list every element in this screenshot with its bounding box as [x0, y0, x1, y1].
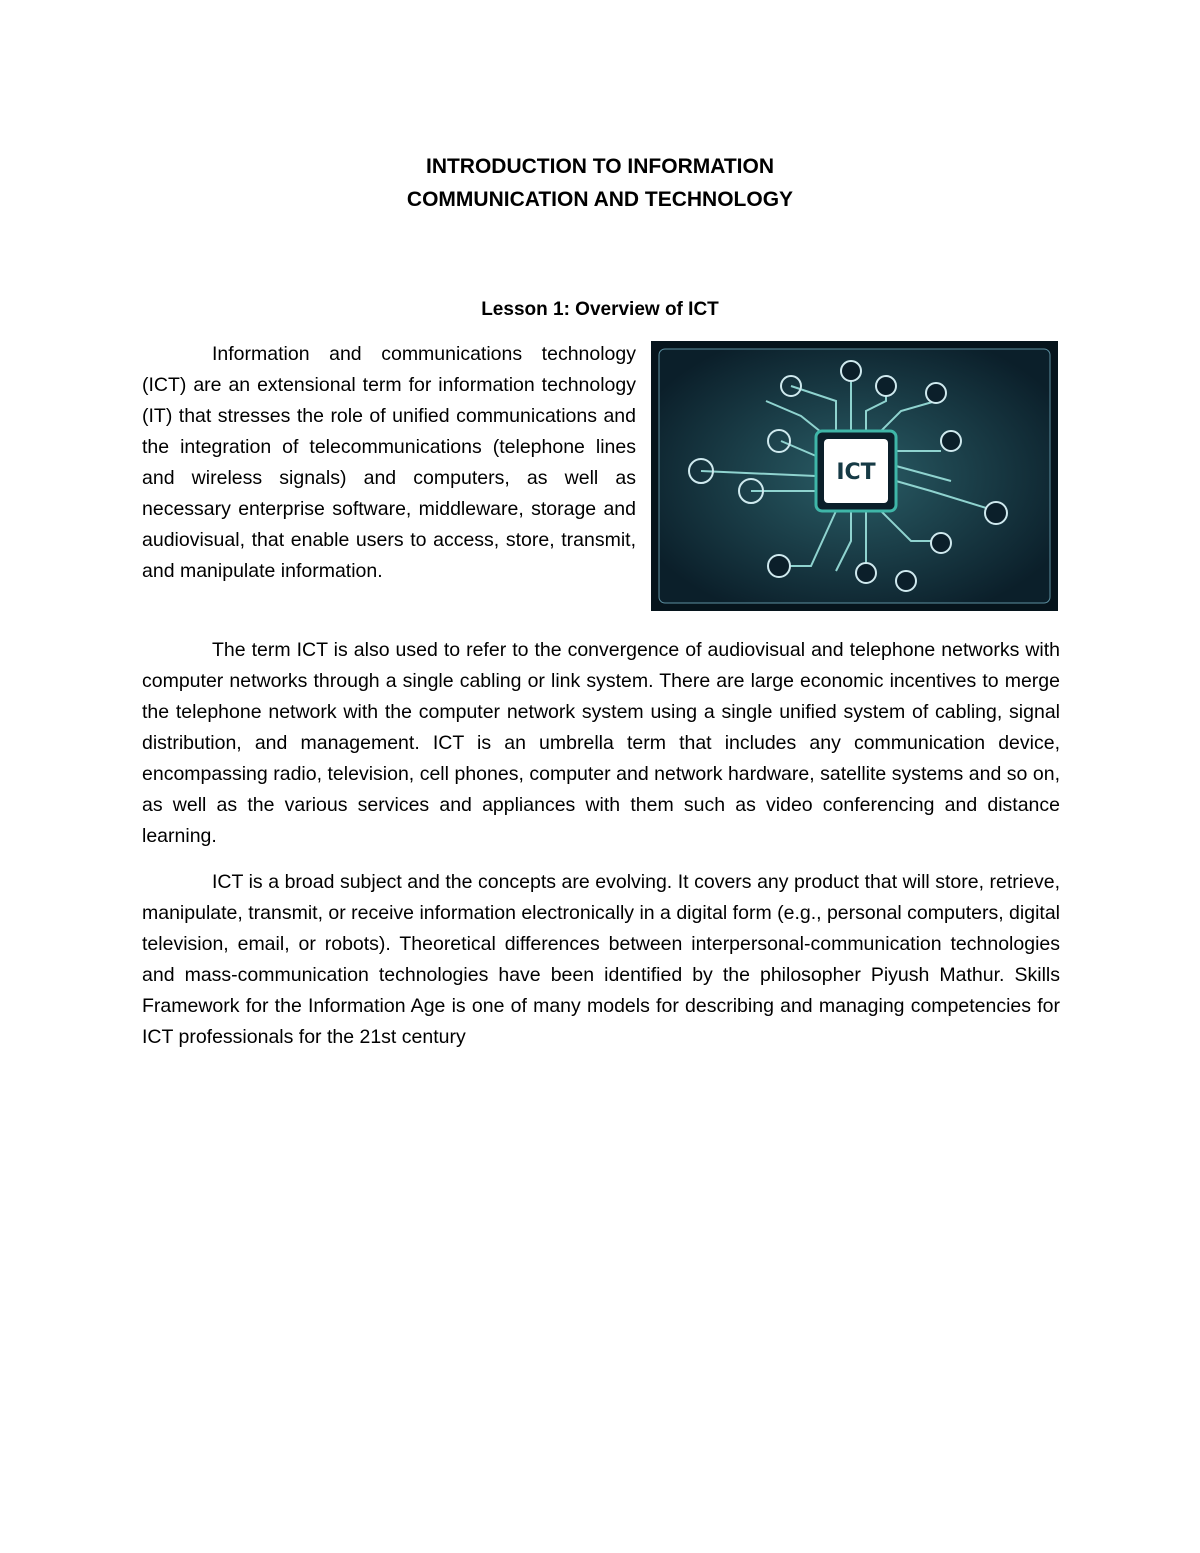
paragraph-2: [142, 635, 1060, 852]
lesson-heading: Lesson 1: Overview of ICT: [481, 299, 719, 320]
title-line-1: INTRODUCTION TO INFORMATION: [425, 155, 775, 178]
monitor-icon: [876, 376, 896, 396]
tablet-icon: [941, 431, 961, 451]
ict-circuit-graphic: [651, 341, 1058, 611]
server-icon: [926, 383, 946, 403]
document-title: [0, 150, 1200, 216]
phone-icon: [856, 563, 876, 583]
paragraph-3: [142, 867, 1060, 1053]
broadcast-icon: [768, 555, 790, 577]
paragraph-3-text: ICT is a broad subject and the concepts are evolving. It covers any product that will store, retrieve, manipulate, transmit, or receive information electronically in a digital form (e.g., personal computers, digital television, email, or robots). Theoretical differences between interpersonal-communication technologies and mass-communication technologies have been identified by the philosopher Piyush Mathur. Skills Framework for the Information Age is one of many models for describing and managing competencies for ICT professionals for the 21st century: [142, 871, 1060, 1048]
wifi-icon: [841, 361, 861, 381]
paragraph-1: [142, 339, 636, 587]
paragraph-1-text: Information and communications technology (ICT) are an extensional term for information technology (IT) that stresses the role of unified communications and the integration of telecommunications (telephone lines and wireless signals) and computers, as well as necessary enterprise software, middleware, storage and audiovisual, that enable users to access, store, transmit, and manipulate information.: [142, 343, 636, 582]
laptop-icon: [931, 533, 951, 553]
paragraph-2-text: The term ICT is also used to refer to the convergence of audiovisual and telephone networks with computer networks through a single cabling or link system. There are large economic incentives to merge the telephone network with the computer network system using a single unified system of cabling, signal distribution, and management. ICT is an umbrella term that includes any communication device, encompassing radio, television, cell phones, computer and network hardware, satellite systems and so on, as well as the various services and appliances with them such as video conferencing and distance learning.: [142, 639, 1060, 847]
globe-icon: [985, 502, 1007, 524]
ict-illustration: [651, 341, 1058, 611]
ict-chip-label: ICT: [836, 460, 876, 485]
satellite-icon: [896, 571, 916, 591]
title-line-2: COMMUNICATION AND TECHNOLOGY: [406, 188, 794, 211]
